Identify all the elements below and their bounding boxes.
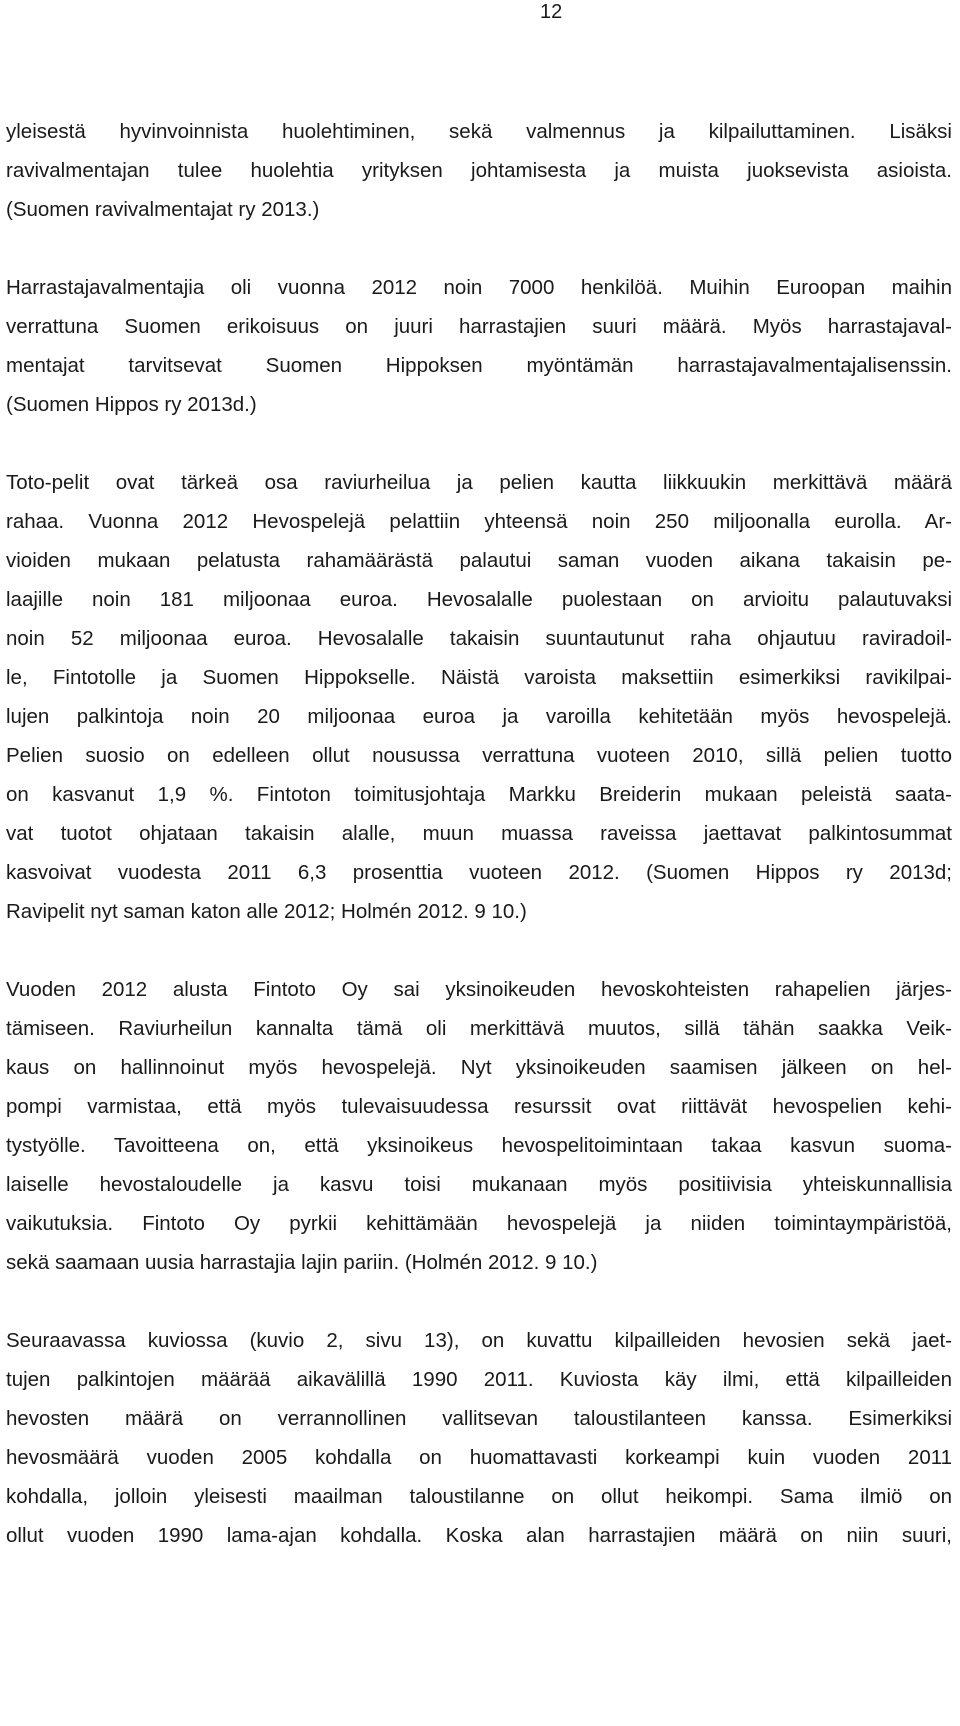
text-line: kaus on hallinnoinut myös hevospelejä. Nyt yksinoikeuden saamisen jälkeen on hel- xyxy=(6,1056,952,1079)
paragraph-gap xyxy=(6,229,952,268)
text-line: le, Fintotolle ja Suomen Hippokselle. Näistä varoista maksettiin esimerkiksi ravikilpai- xyxy=(6,666,952,689)
text-line: noin 52 miljoonaa euroa. Hevosalalle takaisin suuntautunut raha ohjautuu raviradoil- xyxy=(6,627,952,650)
paragraph xyxy=(6,1321,952,1555)
paragraph xyxy=(6,268,952,424)
text-line: vaikutuksia. Fintoto Oy pyrkii kehittämään hevospelejä ja niiden toimintaympäristöä, xyxy=(6,1212,952,1235)
text-line: sekä saamaan uusia harrastajia lajin pariin. (Holmén 2012. 9 10.) xyxy=(6,1251,598,1274)
paragraph-gap xyxy=(6,424,952,463)
text-line: tujen palkintojen määrää aikavälillä 1990 2011. Kuviosta käy ilmi, että kilpailleiden xyxy=(6,1368,952,1391)
text-line: lujen palkintoja noin 20 miljoonaa euroa ja varoilla kehitetään myös hevospelejä. xyxy=(6,705,952,728)
text-line: tämiseen. Raviurheilun kannalta tämä oli merkittävä muutos, sillä tähän saakka Veik- xyxy=(6,1017,952,1040)
text-line: rahaa. Vuonna 2012 Hevospelejä pelattiin yhteensä noin 250 miljoonalla eurolla. Ar- xyxy=(6,510,952,533)
paragraph xyxy=(6,970,952,1282)
text-line: verrattuna Suomen erikoisuus on juuri harrastajien suuri määrä. Myös harrastajaval- xyxy=(6,315,952,338)
text-line: mentajat tarvitsevat Suomen Hippoksen myöntämän harrastajavalmentajalisenssin. xyxy=(6,354,952,377)
text-line: kohdalla, jolloin yleisesti maailman taloustilanne on ollut heikompi. Sama ilmiö on xyxy=(6,1485,952,1508)
text-line: Pelien suosio on edelleen ollut nousussa verrattuna vuoteen 2010, sillä pelien tuotto xyxy=(6,744,952,767)
text-line: kasvoivat vuodesta 2011 6,3 prosenttia vuoteen 2012. (Suomen Hippos ry 2013d; xyxy=(6,861,952,884)
text-line: yleisestä hyvinvoinnista huolehtiminen, sekä valmennus ja kilpailuttaminen. Lisäksi xyxy=(6,120,952,143)
text-line: vioiden mukaan pelatusta rahamäärästä palautui saman vuoden aikana takaisin pe- xyxy=(6,549,952,572)
text-line: tystyölle. Tavoitteena on, että yksinoikeus hevospelitoimintaan takaa kasvun suoma- xyxy=(6,1134,952,1157)
text-line: Ravipelit nyt saman katon alle 2012; Holmén 2012. 9 10.) xyxy=(6,900,527,923)
text-line: ollut vuoden 1990 lama-ajan kohdalla. Koska alan harrastajien määrä on niin suuri, xyxy=(6,1524,952,1547)
text-line: (Suomen Hippos ry 2013d.) xyxy=(6,393,257,416)
text-line: laajille noin 181 miljoonaa euroa. Hevosalalle puolestaan on arvioitu palautuvaksi xyxy=(6,588,952,611)
page-number: 12 xyxy=(540,1,563,23)
text-line: Vuoden 2012 alusta Fintoto Oy sai yksinoikeuden hevoskohteisten rahapelien järjes- xyxy=(6,978,952,1001)
text-line: Harrastajavalmentajia oli vuonna 2012 noin 7000 henkilöä. Muihin Euroopan maihin xyxy=(6,276,952,299)
text-line: vat tuotot ohjataan takaisin alalle, muun muassa raveissa jaettavat palkintosummat xyxy=(6,822,952,845)
text-line: ravivalmentajan tulee huolehtia yrityksen johtamisesta ja muista juoksevista asioista. xyxy=(6,159,952,182)
document-body xyxy=(6,112,952,1555)
text-line: hevosten määrä on verrannollinen vallitsevan taloustilanteen kanssa. Esimerkiksi xyxy=(6,1407,952,1430)
text-line: Seuraavassa kuviossa (kuvio 2, sivu 13), on kuvattu kilpailleiden hevosien sekä jaet- xyxy=(6,1329,952,1352)
paragraph xyxy=(6,463,952,931)
paragraph xyxy=(6,112,952,229)
paragraph-gap xyxy=(6,1282,952,1321)
text-line: (Suomen ravivalmentajat ry 2013.) xyxy=(6,198,320,221)
text-line: hevosmäärä vuoden 2005 kohdalla on huomattavasti korkeampi kuin vuoden 2011 xyxy=(6,1446,952,1469)
paragraph-gap xyxy=(6,931,952,970)
text-line: laiselle hevostaloudelle ja kasvu toisi mukanaan myös positiivisia yhteiskunnallisia xyxy=(6,1173,952,1196)
text-line: on kasvanut 1,9 %. Fintoton toimitusjohtaja Markku Breiderin mukaan peleistä saata- xyxy=(6,783,952,806)
text-line: pompi varmistaa, että myös tulevaisuudessa resurssit ovat riittävät hevospelien kehi- xyxy=(6,1095,952,1118)
text-line: Toto-pelit ovat tärkeä osa raviurheilua ja pelien kautta liikkuukin merkittävä määrä xyxy=(6,471,952,494)
